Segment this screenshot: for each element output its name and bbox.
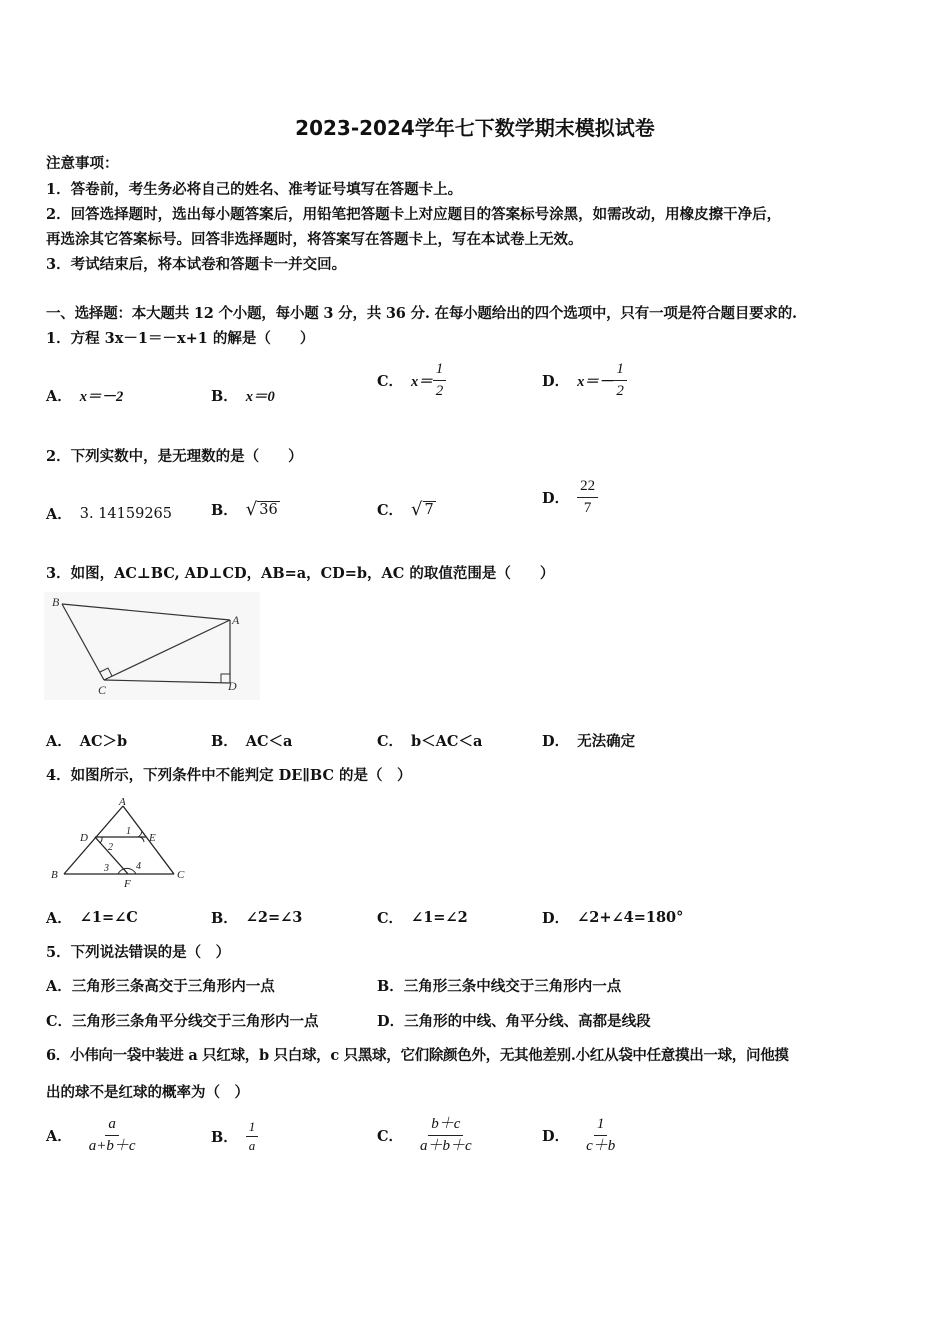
denominator: a [248, 1138, 256, 1154]
option-text: ∠2=∠3 [245, 909, 303, 926]
numerator: 1 [246, 1120, 259, 1137]
label-c: C [177, 869, 185, 881]
option-label: D． [542, 372, 570, 390]
q3-option-c [377, 730, 482, 751]
option-label: B． [211, 502, 238, 519]
numerator: 1 [433, 361, 447, 381]
page-title: 2023-2024学年七下数学期末模拟试卷 [295, 116, 655, 140]
q2-option-a [46, 503, 172, 524]
sqrt: √ 7 [411, 498, 434, 520]
label-d: D [228, 679, 237, 693]
angle-mark-1 [138, 831, 142, 837]
angle-label-4: 4 [136, 861, 141, 872]
notice-item: 1．答卷前，考生务必将自己的姓名、准考证号填写在答题卡上。 [46, 181, 463, 198]
option-label: B． [211, 1129, 238, 1147]
q2-option-b [211, 499, 280, 520]
option-text: ∠2+∠4=180° [577, 909, 684, 926]
option-label: D． [542, 733, 570, 750]
fraction [613, 361, 627, 399]
question-6-stem-cont: 出的球不是红球的概率为（ ） [46, 1084, 249, 1101]
sqrt: √ 36 [245, 498, 278, 520]
angle-label-1: 1 [126, 826, 131, 837]
q5-option-b: B．三角形三条中线交于三角形内一点 [377, 978, 622, 995]
option-label: C． [377, 910, 404, 927]
angle-mark-2 [100, 837, 102, 843]
denominator: 7 [583, 499, 592, 516]
q4-option-c [377, 907, 468, 928]
option-text: x＝－ [577, 373, 614, 390]
label-f: F [124, 878, 131, 890]
q1-option-c [377, 361, 446, 399]
fraction [433, 361, 447, 399]
fraction [246, 1120, 259, 1154]
radicand: 36 [259, 501, 278, 518]
fraction [417, 1116, 475, 1154]
option-text: x＝0 [245, 389, 275, 405]
numerator: a [105, 1116, 119, 1136]
fraction [577, 478, 598, 516]
notice-item: 3．考试结束后，将本试卷和答题卡一并交回。 [46, 256, 347, 273]
label-a: A [232, 613, 240, 627]
fraction [86, 1116, 139, 1154]
q1-option-a [46, 385, 123, 406]
q6-option-c [377, 1116, 475, 1154]
fraction [583, 1116, 618, 1154]
q6-option-b [211, 1120, 258, 1154]
q4-option-b [211, 907, 302, 928]
angle-label-2: 2 [108, 842, 113, 853]
question-2-stem: 2．下列实数中，是无理数的是（ ） [46, 448, 303, 465]
angle-label-3: 3 [104, 863, 109, 874]
q4-option-a [46, 907, 138, 928]
label-d: D [80, 832, 88, 844]
option-label: A． [46, 506, 72, 523]
q2-option-c [377, 499, 436, 520]
q4-figure [48, 795, 190, 890]
label-c: C [98, 683, 107, 697]
option-text: ∠1=∠2 [411, 909, 468, 926]
section-heading: 一、选择题：本大题共 12 个小题，每小题 3 分，共 36 分. 在每小题给出的四个选项中，只有一项是符合题目要求的. [46, 305, 797, 322]
notice-item: 2．回答选择题时，选出每小题答案后，用铅笔把答题卡上对应题目的答案标号涂黑，如需改动，用橡皮擦干净后， [46, 206, 782, 223]
q1-option-d [542, 361, 627, 399]
q2-option-d [542, 478, 598, 516]
notice-item: 再选涂其它答案标号。回答非选择题时，将答案写在答题卡上，写在本试卷上无效。 [46, 231, 583, 248]
option-text: 无法确定 [577, 733, 636, 750]
label-b: B [51, 869, 58, 881]
option-label: D． [542, 910, 570, 927]
numerator: 1 [594, 1116, 608, 1136]
question-6-stem: 6．小伟向一袋中装进 a 只红球，b 只白球，c 只黑球，它们除颜色外，无其他差别.小红从袋中任意摸出一球，问他摸 [46, 1047, 789, 1064]
question-4-stem: 4．如图所示，下列条件中不能判定 DE∥BC 的是（ ） [46, 767, 412, 784]
option-text: ∠1=∠C [79, 909, 138, 926]
question-5-stem: 5．下列说法错误的是（ ） [46, 944, 231, 961]
option-text: AC＞b [79, 733, 128, 750]
option-text: b＜AC＜a [411, 733, 483, 750]
option-text: x＝ [411, 373, 433, 390]
option-text: AC＜a [245, 733, 293, 750]
radicand: 7 [424, 501, 434, 518]
option-label: D． [542, 1127, 570, 1145]
option-label: B． [211, 388, 238, 405]
option-label: C． [377, 733, 404, 750]
q1-option-b [211, 385, 275, 406]
denominator: 2 [616, 382, 624, 399]
q3-option-a [46, 730, 127, 751]
denominator: a＋b＋c [420, 1137, 472, 1154]
option-label: B． [211, 910, 238, 927]
option-label: A． [46, 388, 72, 405]
q3-option-d [542, 730, 635, 751]
option-label: C． [377, 372, 404, 390]
label-b: B [52, 595, 60, 609]
q6-option-d [542, 1116, 618, 1154]
option-label: C． [377, 502, 404, 519]
denominator: a+b＋c [88, 1137, 136, 1154]
label-e: E [149, 832, 156, 844]
option-label: A． [46, 910, 72, 927]
segment-ab [64, 806, 123, 874]
notice-heading: 注意事项： [46, 155, 119, 172]
numerator: 1 [613, 361, 627, 381]
option-label: D． [542, 489, 570, 507]
option-label: A． [46, 1127, 72, 1145]
question-1-stem: 1．方程 3x－1＝－x+1 的解是（ ） [46, 330, 315, 347]
q5-option-d: D．三角形的中线、角平分线、高都是线段 [377, 1013, 651, 1030]
option-text: x＝－2 [79, 389, 124, 405]
option-label: B． [211, 733, 238, 750]
option-label: A． [46, 733, 72, 750]
q5-option-a: A．三角形三条高交于三角形内一点 [46, 978, 275, 995]
q3-figure [44, 592, 260, 700]
q6-option-a [46, 1116, 139, 1154]
denominator: c＋b [586, 1137, 616, 1154]
denominator: 2 [435, 382, 444, 399]
q4-option-d [542, 907, 683, 928]
label-a: A [119, 796, 126, 808]
numerator: 22 [577, 478, 598, 498]
numerator: b＋c [428, 1116, 463, 1136]
q3-option-b [211, 730, 292, 751]
option-label: C． [377, 1127, 404, 1145]
angle-mark-e [140, 837, 144, 842]
question-3-stem: 3．如图，AC⊥BC, AD⊥CD，AB=a，CD=b，AC 的取值范围是（ ） [46, 565, 555, 582]
q5-option-c: C．三角形三条角平分线交于三角形内一点 [46, 1013, 319, 1030]
option-text: 3. 14159265 [79, 505, 173, 522]
